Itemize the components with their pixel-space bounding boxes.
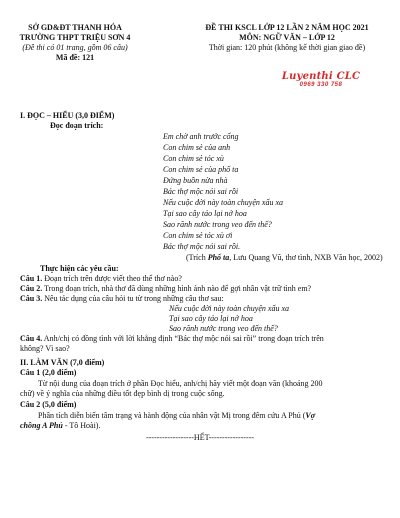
question-3-quote-line: Nếu cuộc đời này toàn chuyện xấu xa <box>169 304 290 313</box>
poem-line: Con chim sẻ tóc xù <box>163 154 224 163</box>
question-3-quote-line: Sao rãnh nước trong veo đến thế? <box>169 324 278 333</box>
header-duration: Thời gian: 120 phút (không kể thời gian giao đề) <box>208 43 366 52</box>
essay-1-line: chữ) về ý nghĩa của những điều tốt đẹp bình dị trong cuộc sống. <box>20 389 225 398</box>
poem-line: Con chim sẻ tóc xù ơi <box>163 231 233 240</box>
poem-line: Em chờ anh trước cổng <box>163 132 239 141</box>
question-4-label: Câu 4. <box>20 334 43 343</box>
header-exam-code: Mã đề: 121 <box>55 53 95 62</box>
poem-line: Con chim sẻ của phố ta <box>163 165 239 174</box>
watermark-name: Luyenthi CLC <box>281 71 361 82</box>
essay-2-prompt: Phân tích diễn biến tâm trạng và hành động của nhân vật Mị trong đêm cứu A Phủ ( <box>38 411 306 420</box>
header-subject: MÔN: NGỮ VĂN – LỚP 12 <box>239 33 335 42</box>
header-department: SỞ GD&ĐT THANH HÓA <box>28 23 122 32</box>
question-4-text: Anh/chị có đồng tình với lời khẳng định “Bác thợ mộc nói sai rồi” trong đoạn trích trên <box>42 334 324 343</box>
essay-1-label: Câu 1 (2,0 điểm) <box>20 368 77 377</box>
source-prefix: (Trích <box>186 253 208 262</box>
end-mark: ------------------HẾT----------------- <box>145 433 255 442</box>
question-3-quote-line: Tại sao cây táo lại nở hoa <box>169 314 253 323</box>
section1-title: I. ĐỌC – HIỂU (3,0 ĐIỂM) <box>20 111 115 120</box>
essay-1-line: Từ nội dung của đoạn trích ở phần Đọc hiểu, anh/chị hãy viết một đoạn văn (khoảng 200 <box>38 379 323 388</box>
question-3 <box>20 294 224 304</box>
poem-source <box>186 253 383 263</box>
question-1-label: Câu 1. <box>20 274 43 283</box>
question-1 <box>20 274 182 284</box>
question-2 <box>20 284 311 294</box>
question-3-label: Câu 3. <box>20 294 43 303</box>
section2-title: II. LÀM VĂN (7,0 điểm) <box>20 358 105 367</box>
essay-2-work-title: Vợ <box>305 411 316 420</box>
header-school: TRƯỜNG THPT TRIỆU SƠN 4 <box>19 33 131 42</box>
watermark-phone: 0969 330 758 <box>299 82 343 88</box>
essay-2-label: Câu 2 (5,0 điểm) <box>20 400 77 409</box>
tasks-title: Thực hiện các yêu cầu: <box>40 264 119 273</box>
poem-line: Nếu cuộc đời này toàn chuyện xấu xa <box>163 198 284 207</box>
question-2-text: Trong đoạn trích, nhà thơ đã dùng những hình ảnh nào để gợi nhân vật trữ tình em? <box>42 284 312 293</box>
poem-line: Bác thợ mộc nói sai rồi. <box>163 242 241 251</box>
section1-intro: Đọc đoạn trích: <box>50 121 104 130</box>
essay-2-work-title-cont: chồng A Phủ <box>20 421 63 430</box>
source-title: Phố ta <box>207 253 230 262</box>
poem-line: Con chim sẻ của anh <box>163 143 231 152</box>
question-4 <box>20 334 324 344</box>
poem-line: Tại sao cây táo lại nở hoa <box>163 209 247 218</box>
poem-line: Đứng buồn nửa nhà <box>163 176 228 185</box>
essay-2-line <box>38 411 315 421</box>
question-3-text: Nêu tác dụng của câu hỏi tu từ trong những câu thơ sau: <box>42 294 224 303</box>
essay-2-author: - Tô Hoài). <box>62 421 101 430</box>
source-details: , Lưu Quang Vũ, thơ tình, NXB Văn học, 2002) <box>229 253 383 262</box>
poem-line: Sao rãnh nước trong veo đến thế? <box>163 220 272 229</box>
question-4-continued: không? Vì sao? <box>20 344 70 353</box>
question-2-label: Câu 2. <box>20 284 43 293</box>
question-1-text: Đoạn trích trên được viết theo thể thơ nào? <box>42 274 182 283</box>
watermark-logo <box>262 71 380 89</box>
poem-line: Bác thợ mộc nói sai rồi <box>163 187 239 196</box>
header-exam-note: (Đề thi có 01 trang, gồm 06 câu) <box>22 43 128 52</box>
header-exam-title: ĐỀ THI KSCL LỚP 12 LẦN 2 NĂM HỌC 2021 <box>205 23 369 32</box>
essay-2-line <box>20 421 100 431</box>
